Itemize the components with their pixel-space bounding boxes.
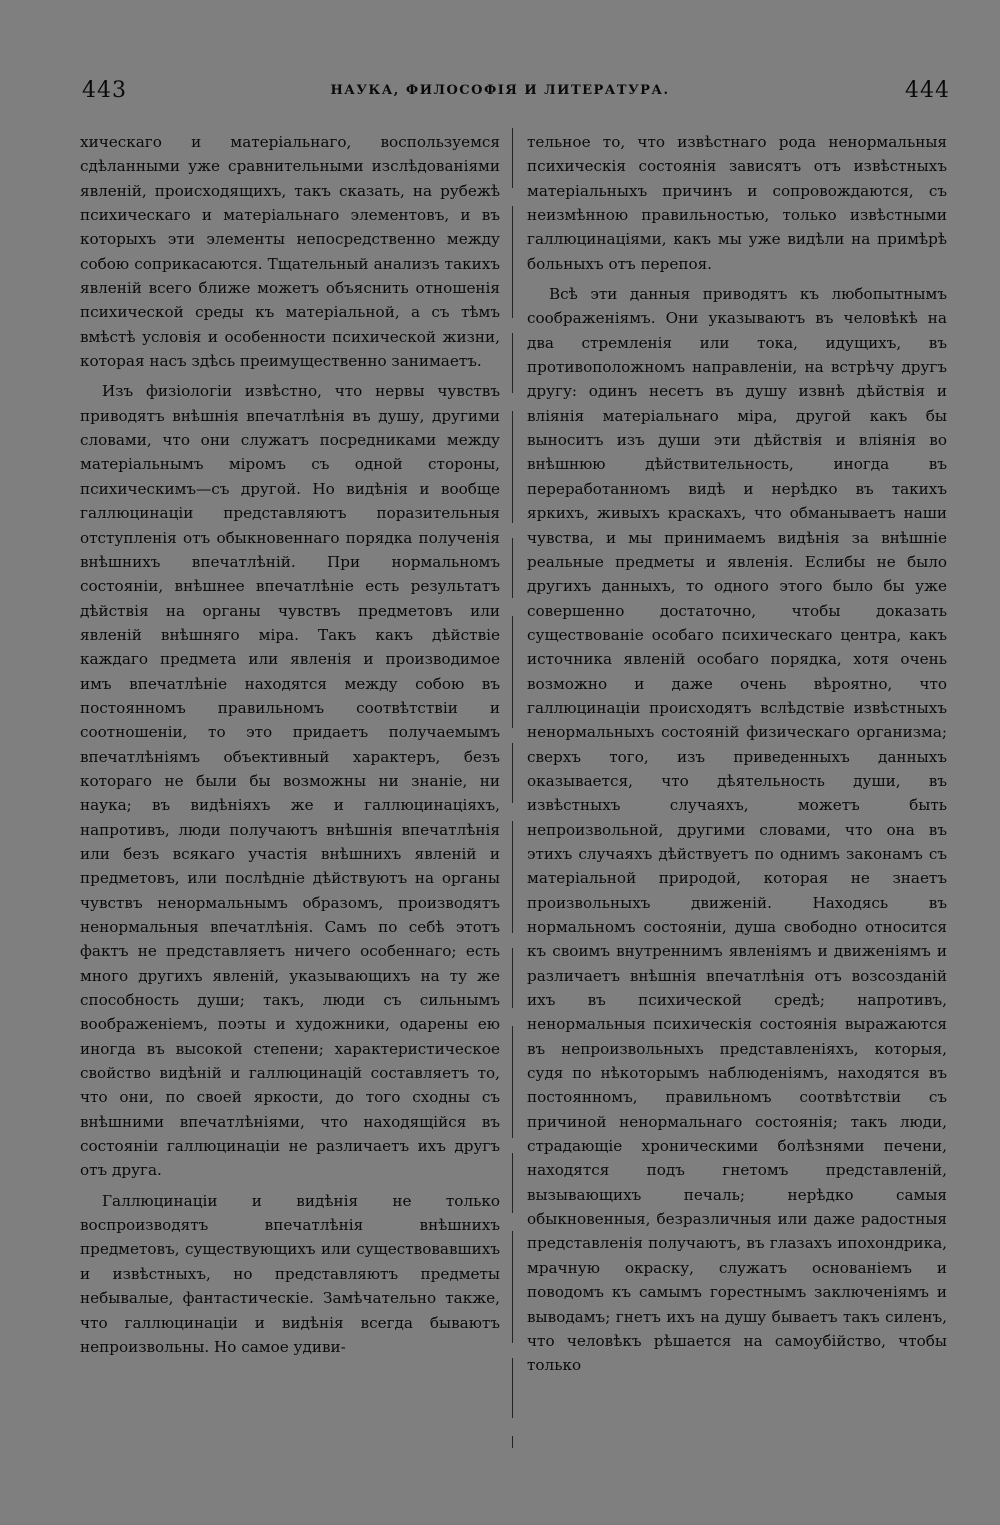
left-column [80, 130, 500, 1359]
left-paragraph-1: хическаго и матеріальнаго, воспользуемся сдѣланными уже сравнительными изслѣдованіями явленій, происходящихъ, такъ сказать, на рубежѣ психическаго и матеріальнаго элементовъ, и въ которыхъ эти элементы непосредственно между собою соприкасаются. Тщательный анализъ такихъ явленій всего ближе можетъ объяснить отношенія психической среды къ матеріальной, а съ тѣмъ вмѣстѣ условія и особенности психической жизни, которая насъ здѣсь преимущественно занимаетъ. [80, 133, 500, 371]
left-paragraph-3: Галлюцинаціи и видѣнія не только воспроизводятъ впечатлѣнія внѣшнихъ предметовъ, существующихъ или существовавшихъ и извѣстныхъ, но представляютъ предметы небывалые, фантастическіе. Замѣчательно также, что галлюцинаціи и видѣнія всегда бываютъ непроизвольны. Но самое удиви- [80, 1191, 500, 1356]
right-paragraph-1: тельное то, что извѣстнаго рода ненормальныя психическія состоянія зависятъ отъ извѣстныхъ матеріальныхъ причинъ и сопровождаются, съ неизмѣнною правильностью, только извѣстными галлюцинаціями, какъ мы уже видѣли на примѣрѣ больныхъ отъ перепоя. [527, 133, 947, 273]
column-divider [512, 128, 513, 1448]
page-number-left: 443 [82, 78, 127, 103]
page-number-right: 444 [905, 78, 950, 103]
left-paragraph-2: Изъ физіологіи извѣстно, что нервы чувствъ приводятъ внѣшнія впечатлѣнія въ душу, другими словами, что они служатъ посредниками между матеріальнымъ міромъ съ одной стороны, психическимъ—съ другой. Но видѣнія и вообще галлюцинаціи представляютъ поразительныя отступленія отъ обыкновеннаго порядка полученія внѣшнихъ впечатлѣній. При нормальномъ состояніи, внѣшнее впечатлѣніе есть результатъ дѣйствія на органы чувствъ предметовъ или явленій внѣшняго міра. Такъ какъ дѣйствіе каждаго предмета или явленія и производимое имъ впечатлѣніе находятся между собою въ постоянномъ правильномъ соотвѣтствіи и соотношеніи, то это придаетъ получаемымъ впечатлѣніямъ объективный характеръ, безъ котораго не были бы возможны ни знаніе, ни наука; въ видѣніяхъ же и галлюцинаціяхъ, напротивъ, люди получаютъ внѣшнія впечатлѣнія или безъ всякаго участія внѣшнихъ явленій и предметовъ, или послѣдніе дѣйствуютъ на органы чувствъ ненормальнымъ образомъ, производятъ ненормальныя впечатлѣнія. Самъ по себѣ этотъ фактъ не представляетъ ничего особеннаго; есть много другихъ явленій, указывающихъ на ту же способность души; такъ, люди съ сильнымъ воображеніемъ, поэты и художники, одарены ею иногда въ высокой степени; характеристическое свойство видѣній и галлюцинацій составляетъ то, что они, по своей яркости, до того сходны съ внѣшними впечатлѣніями, что находящійся въ состояніи галлюцинаціи не различаетъ ихъ другъ отъ друга. [80, 382, 500, 1180]
running-title: НАУКА, ФИЛОСОФІЯ И ЛИТЕРАТУРА. [330, 83, 670, 98]
right-paragraph-2: Всѣ эти данныя приводятъ къ любопытнымъ соображеніямъ. Они указываютъ въ человѣкѣ на два стремленія или тока, идущихъ, въ противоположномъ направленіи, на встрѣчу другъ другу: одинъ несетъ въ душу извнѣ дѣйствія и вліянія матеріальнаго міра, другой какъ бы выноситъ изъ души эти дѣйствія и вліянія во внѣшнюю дѣйствительность, иногда въ переработанномъ видѣ и нерѣдко въ такихъ яркихъ, живыхъ краскахъ, что обманываетъ наши чувства, и мы принимаемъ видѣнія за внѣшніе реальные предметы и явленія. Еслибы не было другихъ данныхъ, то одного этого было бы уже совершенно достаточно, чтобы доказать существованіе особаго психическаго центра, какъ источника явленій особаго порядка, хотя очень возможно и даже очень вѣроятно, что галлюцинаціи происходятъ вслѣдствіе извѣстныхъ ненормальныхъ состояній физическаго организма; сверхъ того, изъ приведенныхъ данныхъ оказывается, что дѣятельность души, въ извѣстныхъ случаяхъ, можетъ быть непроизвольной, другими словами, что она въ этихъ случаяхъ дѣйствуетъ по однимъ законамъ съ матеріальной природой, которая не знаетъ произвольныхъ движеній. Находясь въ нормальномъ состояніи, душа свободно относится къ своимъ внутреннимъ явленіямъ и движеніямъ и различаетъ внѣшнія впечатлѣнія отъ возсозданій ихъ въ психической средѣ; напротивъ, ненормальныя психическія состоянія выражаются въ непроизвольныхъ представленіяхъ, которыя, судя по нѣкоторымъ наблюденіямъ, находятся въ постоянномъ, правильномъ соотвѣтствіи съ причиной ненормальнаго состоянія; такъ люди, страдающіе хроническими болѣзнями печени, находятся подъ гнетомъ представленій, вызывающихъ печаль; нерѣдко самыя обыкновенныя, безразличныя или даже радостныя представленія получаютъ, въ глазахъ ипохондрика, мрачную окраску, служатъ основаніемъ и поводомъ къ самымъ горестнымъ заключеніямъ и выводамъ; гнетъ ихъ на душу бываетъ такъ силенъ, что человѣкъ рѣшается на самоубійство, чтобы только [527, 285, 947, 1375]
right-column [527, 130, 947, 1378]
